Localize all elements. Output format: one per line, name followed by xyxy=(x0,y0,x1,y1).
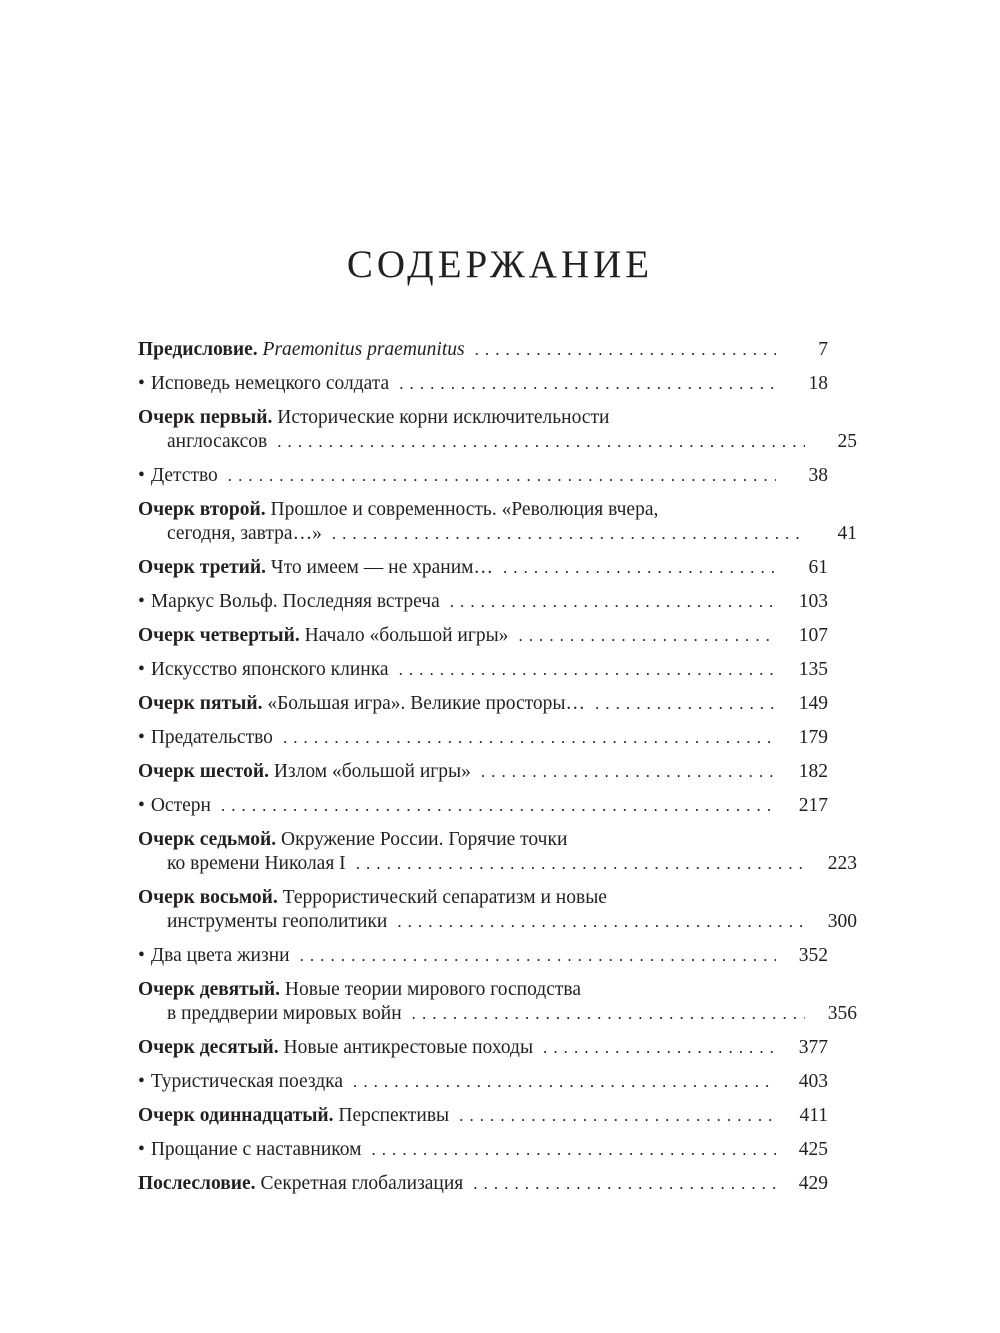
page-number: 61 xyxy=(808,557,828,578)
toc-entry-bullet[interactable] xyxy=(138,944,828,978)
leader-dots xyxy=(221,794,776,818)
page-number: 135 xyxy=(798,659,828,680)
page-number: 41 xyxy=(837,523,857,544)
leader-dots xyxy=(399,372,776,396)
bullet-mark: • xyxy=(138,727,145,748)
page-number: 356 xyxy=(827,1003,857,1024)
toc-entry-bullet[interactable] xyxy=(138,658,828,692)
entry-heading: Очерк шестой. xyxy=(138,761,269,782)
toc-entry-chapter[interactable] xyxy=(138,886,857,944)
entry-title-continued: англосаксов xyxy=(167,431,268,452)
leader-dots xyxy=(412,1002,805,1026)
entry-title: Предательство xyxy=(150,727,273,748)
toc-entry-bullet[interactable] xyxy=(138,372,828,406)
page-number: 18 xyxy=(808,373,828,394)
entry-heading: Очерк десятый. xyxy=(138,1037,279,1058)
entry-heading: Очерк второй. xyxy=(138,499,266,520)
entry-heading: Очерк девятый. xyxy=(138,979,281,1000)
entry-title: Туристическая поездка xyxy=(150,1071,344,1092)
toc-entry-bullet[interactable] xyxy=(138,590,828,624)
entry-title: Секретная глобализация xyxy=(260,1173,464,1194)
page-number: 429 xyxy=(798,1173,828,1194)
page-title: СОДЕРЖАНИЕ xyxy=(346,243,654,286)
toc-entry-chapter[interactable] xyxy=(138,692,828,726)
entry-title: Новые антикрестовые походы xyxy=(283,1037,534,1058)
entry-title-continued: сегодня, завтра…» xyxy=(167,523,322,544)
bullet-mark: • xyxy=(138,373,145,394)
toc-entry-bullet[interactable] xyxy=(138,464,828,498)
toc-entry-chapter[interactable] xyxy=(138,760,828,794)
leader-dots xyxy=(543,1036,776,1060)
bullet-mark: • xyxy=(138,465,145,486)
entry-title: «Большая игра». Великие просторы… xyxy=(267,693,585,714)
toc-entry-preface[interactable] xyxy=(138,338,828,372)
entry-title-continued: в преддверии мировых войн xyxy=(167,1003,402,1024)
leader-dots xyxy=(399,658,776,682)
bullet-mark: • xyxy=(138,659,145,680)
leader-dots xyxy=(518,624,776,648)
page-number: 107 xyxy=(798,625,828,646)
page-number: 425 xyxy=(798,1139,828,1160)
entry-title: Исповедь немецкого солдата xyxy=(150,373,390,394)
bullet-mark: • xyxy=(138,1071,145,1092)
leader-dots xyxy=(397,910,805,934)
page-number: 377 xyxy=(798,1037,828,1058)
leader-dots xyxy=(356,852,805,876)
leader-dots xyxy=(300,944,776,968)
entry-heading: Очерк первый. xyxy=(138,407,273,428)
page-number: 300 xyxy=(827,911,857,932)
entry-title: Praemonitus praemunitus xyxy=(262,339,465,360)
entry-title-continued: ко времени Николая I xyxy=(167,853,346,874)
toc-entry-chapter[interactable] xyxy=(138,406,857,464)
leader-dots xyxy=(481,760,776,784)
page-number: 38 xyxy=(808,465,828,486)
toc-entry-chapter[interactable] xyxy=(138,498,857,556)
page-number: 352 xyxy=(798,945,828,966)
entry-heading: Очерк пятый. xyxy=(138,693,263,714)
entry-title: Остерн xyxy=(150,795,211,816)
page-number: 179 xyxy=(798,727,828,748)
leader-dots xyxy=(353,1070,776,1094)
entry-title: Исторические корни исключительности xyxy=(277,407,610,428)
entry-heading: Очерк восьмой. xyxy=(138,887,278,908)
toc-entry-bullet[interactable] xyxy=(138,1070,828,1104)
leader-dots xyxy=(459,1104,776,1128)
table-of-contents xyxy=(138,338,857,1206)
entry-heading: Очерк одиннадцатый. xyxy=(138,1105,334,1126)
bullet-mark: • xyxy=(138,945,145,966)
leader-dots xyxy=(332,522,805,546)
entry-title: Террористический сепаратизм и новые xyxy=(282,887,607,908)
entry-heading: Послесловие. xyxy=(138,1173,256,1194)
leader-dots xyxy=(371,1138,776,1162)
page-number: 403 xyxy=(798,1071,828,1092)
toc-entry-afterword[interactable] xyxy=(138,1172,828,1206)
bullet-mark: • xyxy=(138,591,145,612)
toc-entry-chapter[interactable] xyxy=(138,828,857,886)
toc-entry-bullet[interactable] xyxy=(138,726,828,760)
entry-title: Окружение России. Горячие точки xyxy=(281,829,568,850)
entry-title: Перспективы xyxy=(338,1105,450,1126)
entry-heading: Очерк третий. xyxy=(138,557,267,578)
entry-title: Прощание с наставником xyxy=(150,1139,362,1160)
entry-title: Искусство японского клинка xyxy=(150,659,389,680)
leader-dots xyxy=(277,430,805,454)
leader-dots xyxy=(283,726,776,750)
entry-heading: Очерк седьмой. xyxy=(138,829,277,850)
entry-heading: Предисловие. xyxy=(138,339,258,360)
entry-title: Маркус Вольф. Последняя встреча xyxy=(150,591,440,612)
leader-dots xyxy=(475,338,776,362)
entry-title: Новые теории мирового господства xyxy=(284,979,581,1000)
leader-dots xyxy=(450,590,776,614)
page-number: 7 xyxy=(818,339,828,360)
toc-entry-chapter[interactable] xyxy=(138,1036,828,1070)
page-number: 103 xyxy=(798,591,828,612)
page-number: 217 xyxy=(798,795,828,816)
page-number: 411 xyxy=(799,1105,828,1126)
entry-title: Начало «большой игры» xyxy=(304,625,509,646)
leader-dots xyxy=(503,556,776,580)
leader-dots xyxy=(473,1172,776,1196)
leader-dots xyxy=(595,692,776,716)
entry-title: Излом «большой игры» xyxy=(273,761,471,782)
page-number: 25 xyxy=(837,431,857,452)
entry-heading: Очерк четвертый. xyxy=(138,625,300,646)
entry-title: Что имеем — не храним… xyxy=(270,557,493,578)
toc-entry-chapter[interactable] xyxy=(138,624,828,658)
page-number: 223 xyxy=(827,853,857,874)
page-number: 149 xyxy=(798,693,828,714)
entry-title: Детство xyxy=(150,465,218,486)
bullet-mark: • xyxy=(138,1139,145,1160)
entry-title-continued: инструменты геополитики xyxy=(167,911,388,932)
entry-title: Два цвета жизни xyxy=(150,945,290,966)
toc-entry-chapter[interactable] xyxy=(138,978,857,1036)
toc-entry-bullet[interactable] xyxy=(138,794,828,828)
page-number: 182 xyxy=(798,761,828,782)
bullet-mark: • xyxy=(138,795,145,816)
entry-title: Прошлое и современность. «Революция вчера, xyxy=(270,499,659,520)
toc-entry-bullet[interactable] xyxy=(138,1138,828,1172)
toc-entry-chapter[interactable] xyxy=(138,1104,828,1138)
toc-entry-chapter[interactable] xyxy=(138,556,828,590)
leader-dots xyxy=(228,464,776,488)
